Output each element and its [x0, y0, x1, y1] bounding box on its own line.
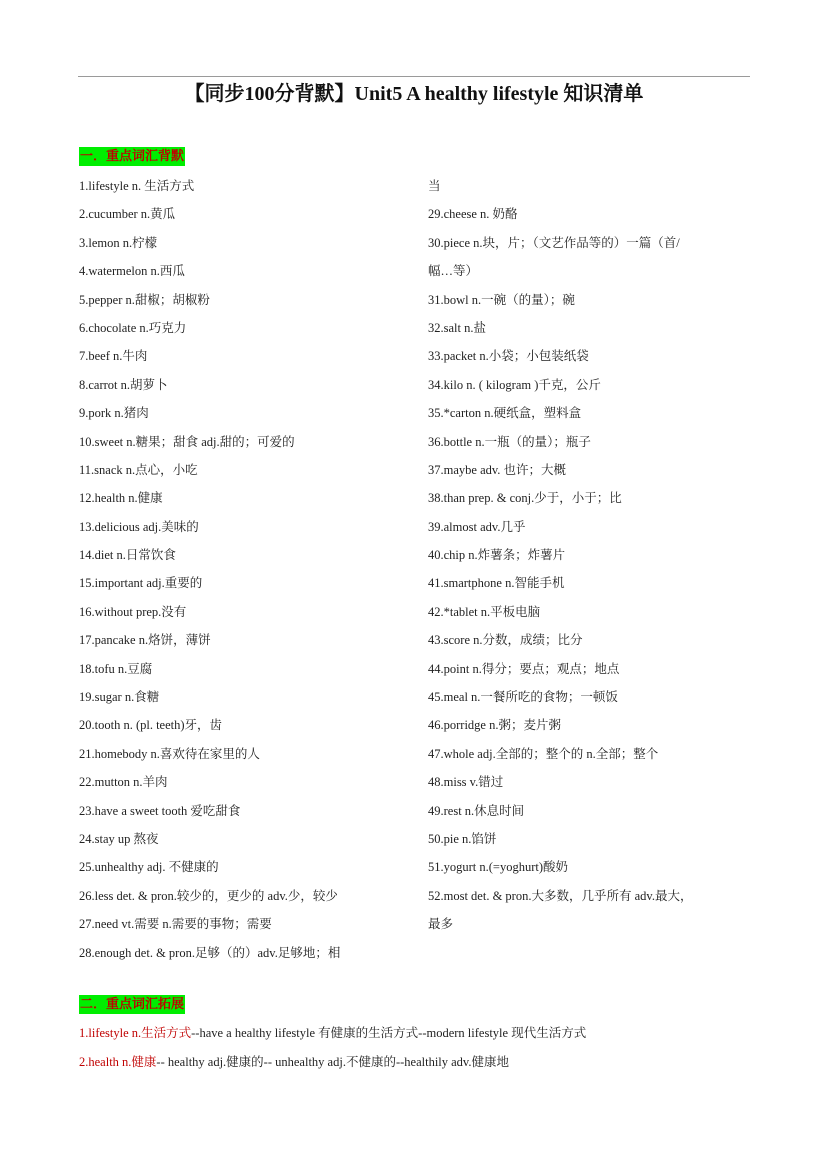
vocab-entry: 41.smartphone n.智能手机: [428, 576, 565, 591]
vocab-entry: 12.health n.健康: [79, 491, 163, 506]
vocab-entry: 29.cheese n. 奶酪: [428, 207, 518, 222]
vocab-entry: 40.chip n.炸薯条；炸薯片: [428, 548, 566, 563]
vocab-entry: 45.meal n.一餐所吃的食物；一顿饭: [428, 690, 618, 705]
vocab-entry: 39.almost adv.几乎: [428, 519, 526, 534]
vocab-entry: 51.yogurt n.(=yoghurt)酸奶: [428, 860, 569, 875]
vocab-entry: 37.maybe adv. 也许；大概: [428, 462, 567, 477]
extension-line-2: [79, 1052, 509, 1072]
vocab-entry: 6.chocolate n.巧克力: [79, 320, 187, 335]
vocab-entry: 16.without prep.没有: [79, 604, 187, 619]
vocab-entry: 14.diet n.日常饮食: [79, 548, 176, 563]
vocab-entry: 9.pork n.猪肉: [79, 406, 149, 421]
vocab-entry: 27.need vt.需要 n.需要的事物；需要: [79, 917, 272, 932]
vocab-entry: 28.enough det. & pron.足够（的）adv.足够地；相: [79, 945, 341, 960]
vocab-entry: 43.score n.分数，成绩；比分: [428, 633, 583, 648]
vocab-entry: 50.pie n.馅饼: [428, 831, 497, 846]
section-heading-extension: 二．重点词汇拓展: [80, 997, 185, 1012]
vocab-entry: 46.porridge n.粥；麦片粥: [428, 718, 561, 733]
extension-line-rest: --have a healthy lifestyle 有健康的生活方式--modern lifestyle 现代生活方式: [191, 1026, 587, 1040]
vocab-entry: 18.tofu n.豆腐: [79, 661, 153, 676]
vocab-entry: 30.piece n.块，片；（文艺作品等的）一篇（首/: [428, 235, 680, 250]
vocab-entry: 20.tooth n. (pl. teeth)牙，齿: [79, 718, 223, 733]
vocab-entry: 44.point n.得分；要点；观点；地点: [428, 661, 620, 676]
vocab-entry: 当: [428, 179, 441, 193]
vocab-entry: 4.watermelon n.西瓜: [79, 264, 185, 279]
vocab-entry: 13.delicious adj.美味的: [79, 519, 199, 534]
vocab-entry: 38.than prep. & conj.少于，小于；比: [428, 491, 622, 506]
vocab-entry: 49.rest n.休息时间: [428, 803, 525, 818]
extension-line-rest: -- healthy adj.健康的-- unhealthy adj.不健康的--healthily adv.健康地: [156, 1055, 509, 1069]
vocab-entry: 42.*tablet n.平板电脑: [428, 604, 541, 619]
vocab-entry: 21.homebody n.喜欢待在家里的人: [79, 746, 260, 761]
vocab-entry: 5.pepper n.甜椒；胡椒粉: [79, 292, 210, 307]
vocab-column-left: [79, 172, 419, 967]
extension-line-lead: 2.health n.健康: [79, 1055, 157, 1069]
vocab-column-right: [428, 172, 768, 939]
vocab-entry: 幅…等）: [428, 264, 479, 279]
vocab-entry: 26.less det. & pron.较少的，更少的 adv.少，较少: [79, 888, 338, 903]
vocab-entry: 3.lemon n.柠檬: [79, 235, 158, 250]
vocab-entry: 36.bottle n.一瓶（的量）；瓶子: [428, 434, 591, 449]
vocab-entry: 19.sugar n.食糖: [79, 690, 160, 705]
vocab-entry: 48.miss v.错过: [428, 775, 504, 790]
vocab-entry: 11.snack n.点心，小吃: [79, 462, 198, 477]
vocab-entry: 8.carrot n.胡萝卜: [79, 377, 168, 392]
vocab-entry: 2.cucumber n.黄瓜: [79, 207, 176, 222]
vocab-entry: 17.pancake n.烙饼，薄饼: [79, 633, 211, 648]
vocab-entry: 31.bowl n.一碗（的量）；碗: [428, 292, 575, 307]
vocab-entry: 10.sweet n.糖果；甜食 adj.甜的；可爱的: [79, 434, 295, 449]
vocab-entry: 15.important adj.重要的: [79, 576, 203, 591]
vocab-entry: 25.unhealthy adj. 不健康的: [79, 860, 219, 875]
vocab-entry: 最多: [428, 917, 454, 932]
vocab-entry: 32.salt n.盐: [428, 320, 486, 335]
vocab-entry: 22.mutton n.羊肉: [79, 775, 168, 790]
vocab-entry: 33.packet n.小袋；小包装纸袋: [428, 349, 589, 364]
extension-line-lead: 1.lifestyle n.生活方式: [79, 1026, 192, 1040]
top-rule: [78, 76, 750, 77]
vocab-entry: 23.have a sweet tooth 爱吃甜食: [79, 803, 241, 818]
vocab-entry: 34.kilo n. ( kilogram )千克，公斤: [428, 377, 601, 392]
page-title: 【同步100分背默】Unit5 A healthy lifestyle 知识清单: [184, 83, 644, 105]
vocab-entry: 47.whole adj.全部的；整个的 n.全部；整个: [428, 746, 659, 761]
extension-line-1: [79, 1023, 586, 1043]
vocab-entry: 52.most det. & pron.大多数，几乎所有 adv.最大，: [428, 888, 693, 903]
vocab-entry: 1.lifestyle n. 生活方式: [79, 179, 195, 193]
vocab-entry: 24.stay up 熬夜: [79, 831, 159, 846]
section-heading-vocab: 一．重点词汇背默: [80, 149, 185, 164]
vocab-entry: 35.*carton n.硬纸盒，塑料盒: [428, 406, 582, 421]
vocab-entry: 7.beef n.牛肉: [79, 349, 148, 364]
